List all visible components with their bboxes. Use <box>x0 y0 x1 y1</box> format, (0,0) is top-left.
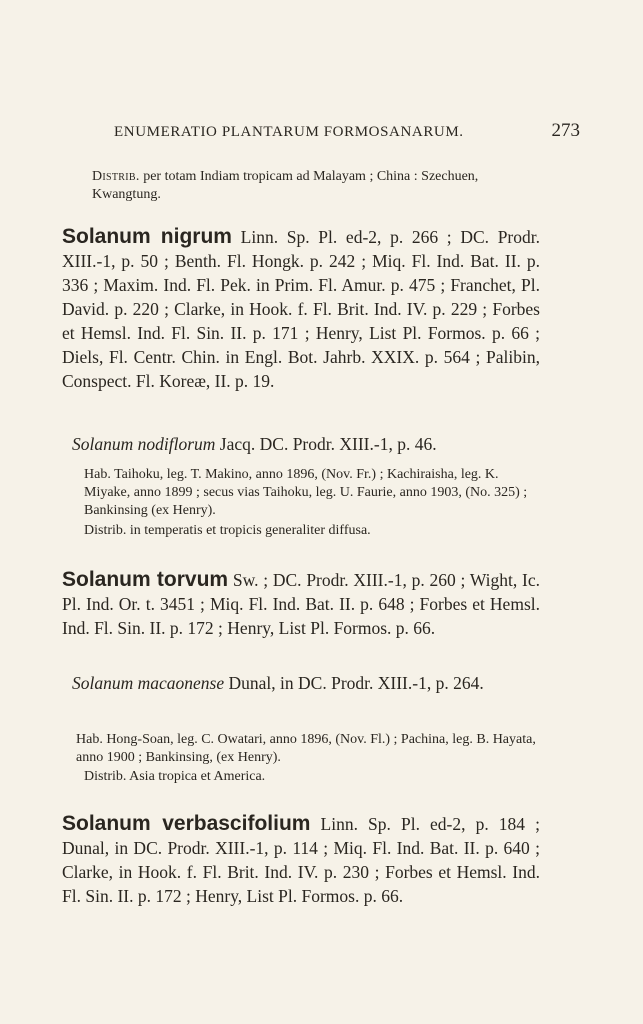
top-distribution <box>62 168 548 204</box>
synonym-line <box>62 671 540 695</box>
distrib-text: per totam Indiam tropicam ad Malayam ; China : Szechuen, Kwangtung. <box>92 169 479 202</box>
running-header <box>62 120 580 146</box>
distribution-text: Distrib. Asia tropica et America. <box>84 769 266 784</box>
entry-solanum-nigrum <box>62 225 540 393</box>
habitat-text: Hab. Taihoku, leg. T. Makino, anno 1896, (Nov. Fr.) ; Kachiraisha, leg. K. Miyake, anno 1899 ; secus vias Taihoku, leg. U. Faurie, anno 1903, (No. 325) ; Bankinsing (ex Henry). <box>84 467 528 518</box>
entry-solanum-torvum <box>62 568 540 640</box>
species-citation: Linn. Sp. Pl. ed-2, p. 266 ; DC. Prodr. XIII.-1, p. 50 ; Benth. Fl. Hongk. p. 242 ; Miq. Fl. Ind. Bat. II. p. 336 ; Maxim. Ind. Fl. Pek. in Prim. Fl. Amur. p. 475 ; Franchet, Pl. David. p. 220 ; Clarke, in Hook. f. Fl. Brit. Ind. IV. p. 229 ; Forbes et Hemsl. Ind. Fl. Sin. II. p. 171 ; Henry, List Pl. Formos. p. 66 ; Diels, Fl. Centr. Chin. in Engl. Bot. Jahrb. XXIX. p. 564 ; Palibin, Conspect. Fl. Koreæ, II. p. 19. <box>62 227 540 391</box>
running-title: ENUMERATIO PLANTARUM FORMOSANARUM. <box>114 124 464 140</box>
synonym-name: Solanum nodiflorum <box>72 434 216 454</box>
distribution-text: Distrib. in temperatis et tropicis generaliter diffusa. <box>84 523 371 538</box>
synonym-name: Solanum macaonense <box>72 673 225 693</box>
species-name: Solanum verbascifolium <box>62 812 311 835</box>
synonym-line <box>62 432 540 456</box>
synonym-citation: Dunal, in DC. Prodr. XIII.-1, p. 264. <box>224 673 484 693</box>
entry-solanum-verbascifolium <box>62 812 540 908</box>
distrib-label: Distrib. <box>92 169 140 184</box>
species-citation: Sw. ; DC. Prodr. XIII.-1, p. 260 ; Wight, Ic. Pl. Ind. Or. t. 3451 ; Miq. Fl. Ind. Bat. II. p. 648 ; Forbes et Hemsl. Ind. Fl. Sin. II. p. 172 ; Henry, List Pl. Formos. p. 66. <box>62 570 540 638</box>
habitat-note <box>62 731 540 767</box>
page-number: 273 <box>551 120 580 141</box>
synonym-citation: Jacq. DC. Prodr. XIII.-1, p. 46. <box>215 434 437 454</box>
species-name: Solanum nigrum <box>62 225 232 248</box>
habitat-text: Hab. Hong-Soan, leg. C. Owatari, anno 1896, (Nov. Fl.) ; Pachina, leg. B. Hayata, anno 1900 ; Bankinsing, (ex Henry). <box>76 732 536 765</box>
species-name: Solanum torvum <box>62 568 229 591</box>
distribution-note <box>62 768 540 786</box>
distribution-note <box>62 522 540 540</box>
species-citation: Linn. Sp. Pl. ed-2, p. 184 ; Dunal, in DC. Prodr. XIII.-1, p. 114 ; Miq. Fl. Ind. Bat. II. p. 640 ; Clarke, in Hook. f. Fl. Brit. Ind. IV. p. 230 ; Forbes et Hemsl. Ind. Fl. Sin. II. p. 172 ; Henry, List Pl. Formos. p. 66. <box>62 814 541 906</box>
habitat-note <box>62 466 540 520</box>
